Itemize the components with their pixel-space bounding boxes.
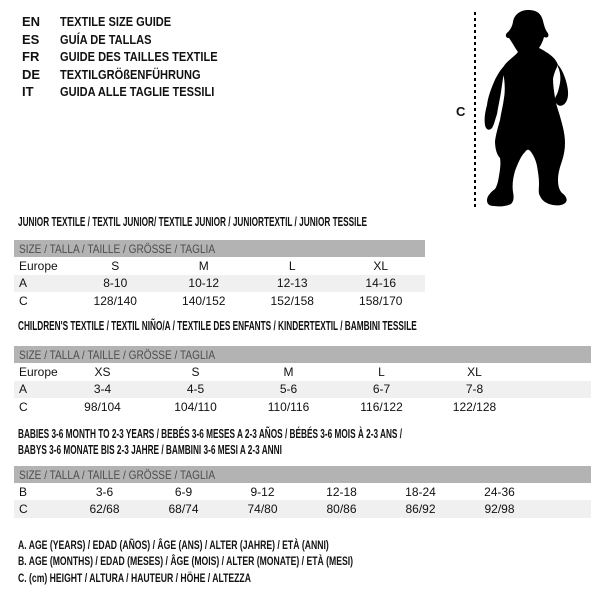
table-cell: 5-6 (279, 382, 298, 397)
table-row (14, 292, 425, 310)
size-header-bar: SIZE / TALLA / TAILLE / GRÖSSE / TAGLIA (14, 240, 425, 257)
table-cell: 128/140 (93, 293, 137, 308)
table-cell: 3-4 (93, 382, 112, 397)
size-header-bar: SIZE / TALLA / TAILLE / GRÖSSE / TAGLIA (14, 346, 591, 363)
table-cell: XL (373, 258, 389, 273)
language-row-fr (22, 48, 245, 66)
table-cell: 116/122 (360, 399, 403, 414)
language-row-es (22, 31, 245, 49)
height-measure-label: C (456, 104, 466, 119)
table-cell: 4-5 (186, 382, 205, 397)
table-cell: 68/74 (168, 501, 199, 516)
size-header-bar: SIZE / TALLA / TAILLE / GRÖSSE / TAGLIA (14, 466, 591, 483)
table-cell: 74/80 (247, 501, 278, 516)
table-rows (14, 363, 591, 416)
table-cell: 6-9 (174, 484, 193, 499)
table-title (14, 216, 425, 229)
table-cell: 8-10 (103, 276, 128, 291)
size-table-junior (14, 216, 425, 310)
table-cell: M (283, 364, 294, 379)
table-rows (14, 257, 425, 310)
legend-line-b: B. AGE (MONTHS) / EDAD (MESES) / ÂGE (MOIS) / ALTER (MONATE) / ETÀ (MESI) (18, 554, 354, 569)
table-cell: 7-8 (465, 382, 484, 397)
table-cell: 86/92 (405, 501, 436, 516)
row-label: A (19, 382, 28, 397)
table-cell: 122/128 (452, 399, 497, 414)
table-title-line: BABIES 3-6 MONTH TO 2-3 YEARS / BEBÉS 3-6 MESES A 2-3 AÑOS / BÉBÉS 3-6 MOIS À 2-3 ANS / (18, 427, 403, 441)
legend-line-c: C. (cm) HEIGHT / ALTURA / HAUTEUR / HÖHE / ALTEZZA (18, 570, 251, 585)
language-label: GUIDA ALLE TAGLIE TESSILI (60, 84, 215, 100)
language-code: DE (22, 66, 41, 82)
language-row-en (22, 13, 245, 31)
table-cell: 62/68 (89, 501, 120, 516)
language-code: IT (22, 84, 34, 100)
table-cell: 80/86 (326, 501, 357, 516)
table-cell: M (198, 258, 209, 273)
table-cell: XL (467, 364, 482, 379)
language-row-de (22, 66, 245, 84)
table-cell: 104/110 (174, 399, 217, 414)
height-measure-dashed-line (474, 12, 476, 208)
table-cell: 3-6 (95, 484, 114, 499)
table-title (14, 426, 591, 458)
language-label: GUÍA DE TALLAS (60, 31, 152, 47)
language-label: TEXTILGRÖßENFÜHRUNG (60, 66, 201, 82)
row-label: C (19, 399, 28, 414)
table-cell: 98/104 (84, 399, 121, 414)
table-cell: 18-24 (405, 484, 436, 499)
table-cell: L (378, 364, 385, 379)
size-table-children (14, 320, 591, 416)
table-title-line: BABYS 3-6 MONATE BIS 2-3 JAHRE / BAMBINI 3-6 MESI A 2-3 ANNI (18, 443, 282, 457)
table-cell: 6-7 (372, 382, 391, 397)
table-row (14, 483, 591, 500)
table-cell: 158/170 (359, 293, 403, 308)
row-label: A (19, 276, 28, 291)
language-list (22, 13, 245, 101)
table-title-line: JUNIOR TEXTILE / TEXTIL JUNIOR/ TEXTILE JUNIOR / JUNIORTEXTIL / JUNIOR TESSILE (18, 215, 367, 229)
table-cell: S (191, 364, 200, 379)
table-cell: 12-18 (326, 484, 357, 499)
table-cell: 9-12 (250, 484, 275, 499)
row-label: Europe (19, 364, 58, 379)
table-cell: 14-16 (365, 276, 397, 291)
table-rows (14, 483, 591, 518)
language-code: EN (22, 14, 41, 30)
language-label: TEXTILE SIZE GUIDE (60, 14, 172, 30)
row-label: C (19, 501, 28, 516)
language-code: ES (22, 31, 40, 47)
language-row-it (22, 83, 245, 101)
table-title-line: CHILDREN'S TEXTILE / TEXTIL NIÑO/A / TEXTILE DES ENFANTS / KINDERTEXTIL / BAMBINI TESSILE (18, 319, 417, 333)
table-cell: S (111, 258, 120, 273)
row-label: B (19, 484, 28, 499)
table-cell: 92/98 (484, 501, 515, 516)
table-cell: L (288, 258, 296, 273)
table-title (14, 320, 591, 333)
legend-line-a: A. AGE (YEARS) / EDAD (AÑOS) / ÂGE (ANS) / ALTER (JAHRE) / ETÀ (ANNI) (18, 538, 329, 552)
table-cell: 24-36 (484, 484, 515, 499)
size-table-babies (14, 426, 591, 518)
table-cell: 12-13 (276, 276, 308, 291)
language-label: GUIDE DES TAILLES TEXTILE (60, 49, 218, 65)
table-row (14, 381, 591, 399)
table-cell: 110/116 (267, 399, 310, 414)
table-row (14, 500, 591, 517)
table-cell: 152/158 (270, 293, 314, 308)
language-code: FR (22, 49, 40, 65)
table-row (14, 398, 591, 416)
table-cell: 10-12 (188, 276, 220, 291)
table-row (14, 275, 425, 293)
table-cell: 140/152 (182, 293, 226, 308)
row-label: Europe (19, 258, 58, 273)
measurement-legend (18, 537, 483, 586)
table-row (14, 257, 425, 275)
table-row (14, 363, 591, 381)
table-cell: XS (94, 364, 111, 379)
row-label: C (19, 293, 28, 308)
baby-silhouette-icon (483, 8, 569, 209)
